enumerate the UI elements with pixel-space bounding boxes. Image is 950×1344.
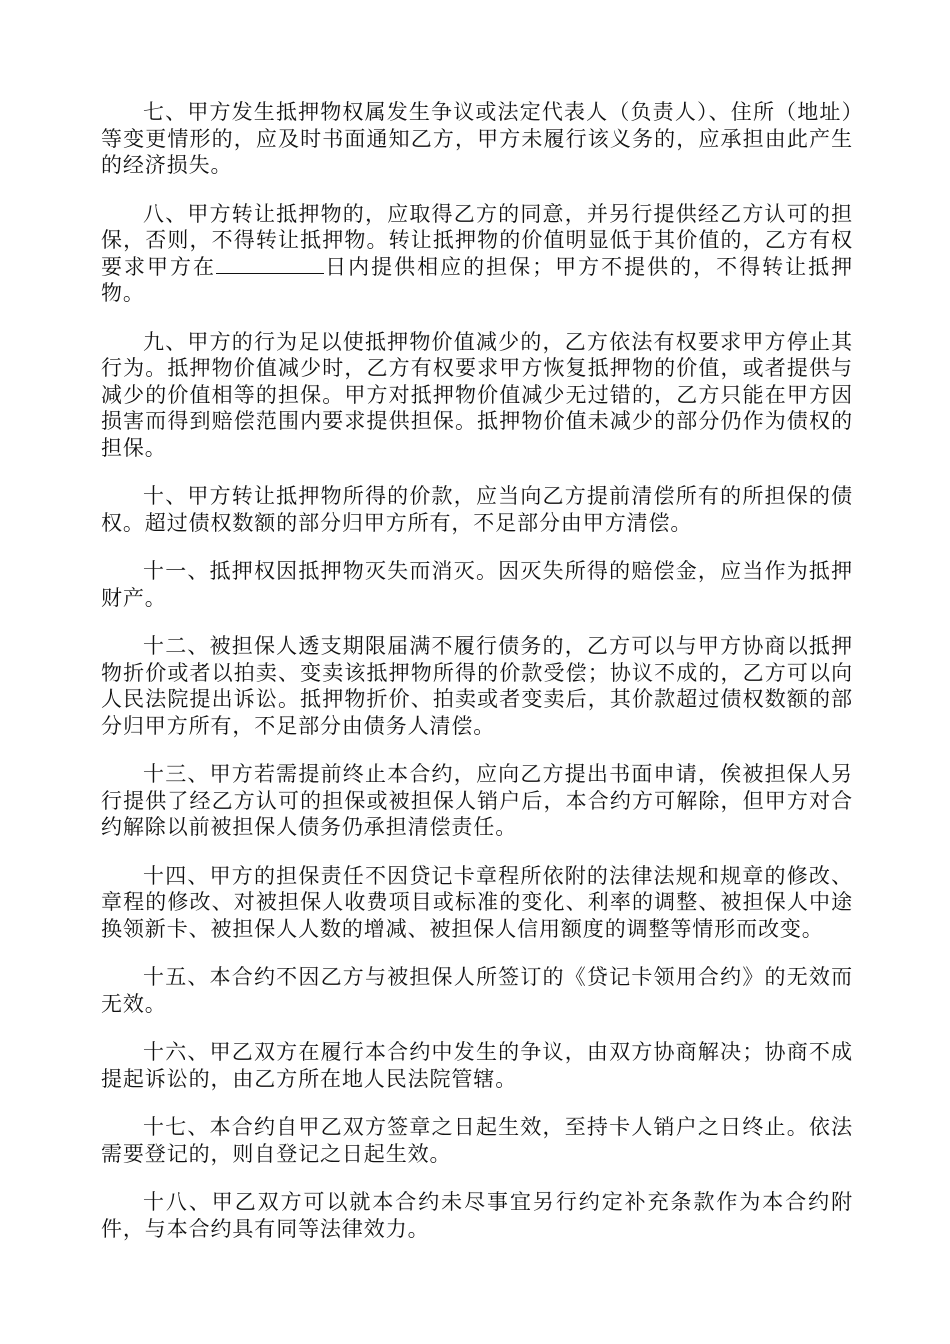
- clause-8-text-after: 日内提供相应的担保；甲方不提供的，不得转让抵押物。: [101, 254, 853, 305]
- clause-13: 十三、甲方若需提前终止本合约，应向乙方提出书面申请，俟被担保人另行提供了经乙方认可的担保或被担保人销户后，本合约方可解除，但甲方对合约解除以前被担保人债务仍承担清偿责任。: [101, 762, 853, 839]
- clause-8: [101, 201, 853, 307]
- fill-in-blank-days: [216, 255, 324, 274]
- clause-10: 十、甲方转让抵押物所得的价款，应当向乙方提前清偿所有的所担保的债权。超过债权数额的部分归甲方所有，不足部分由甲方清偿。: [101, 484, 853, 535]
- clause-16: 十六、甲乙双方在履行本合约中发生的争议，由双方协商解决；协商不成提起诉讼的，由乙方所在地人民法院管辖。: [101, 1040, 853, 1091]
- clause-11: 十一、抵押权因抵押物灭失而消灭。因灭失所得的赔偿金，应当作为抵押财产。: [101, 559, 853, 610]
- document-body: [101, 99, 853, 1264]
- clause-7: 七、甲方发生抵押物权属发生争议或法定代表人（负责人）、住所（地址）等变更情形的，应及时书面通知乙方，甲方未履行该义务的，应承担由此产生的经济损失。: [101, 100, 853, 177]
- clause-8-text-before: 八、甲方转让抵押物的，应取得乙方的同意，并另行提供经乙方认可的担保，否则，不得转让抵押物。转让抵押物的价值明显低于其价值的，乙方有权要求甲方在: [101, 201, 853, 279]
- clause-18: 十八、甲乙双方可以就本合约未尽事宜另行约定补充条款作为本合约附件，与本合约具有同等法律效力。: [101, 1190, 853, 1241]
- clause-12: 十二、被担保人透支期限届满不履行债务的，乙方可以与甲方协商以抵押物折价或者以拍卖、变卖该抵押物所得的价款受偿；协议不成的，乙方可以向人民法院提出诉讼。抵押物折价、拍卖或者变卖后，其价款超过债权数额的部分归甲方所有，不足部分由债务人清偿。: [101, 634, 853, 738]
- clause-15: 十五、本合约不因乙方与被担保人所签订的《贷记卡领用合约》的无效而无效。: [101, 965, 853, 1016]
- clause-17: 十七、本合约自甲乙双方签章之日起生效，至持卡人销户之日终止。依法需要登记的，则自登记之日起生效。: [101, 1115, 853, 1166]
- clause-14: 十四、甲方的担保责任不因贷记卡章程所依附的法律法规和规章的修改、章程的修改、对被担保人收费项目或标准的变化、利率的调整、被担保人中途换领新卡、被担保人人数的增减、被担保人信用额度的调整等情形而改变。: [101, 863, 853, 941]
- clause-9: 九、甲方的行为足以使抵押物价值减少的，乙方依法有权要求甲方停止其行为。抵押物价值减少时，乙方有权要求甲方恢复抵押物的价值，或者提供与减少的价值相等的担保。甲方对抵押物价值减少无过错的，乙方只能在甲方因损害而得到赔偿范围内要求提供担保。抵押物价值未减少的部分仍作为债权的担保。: [101, 329, 853, 460]
